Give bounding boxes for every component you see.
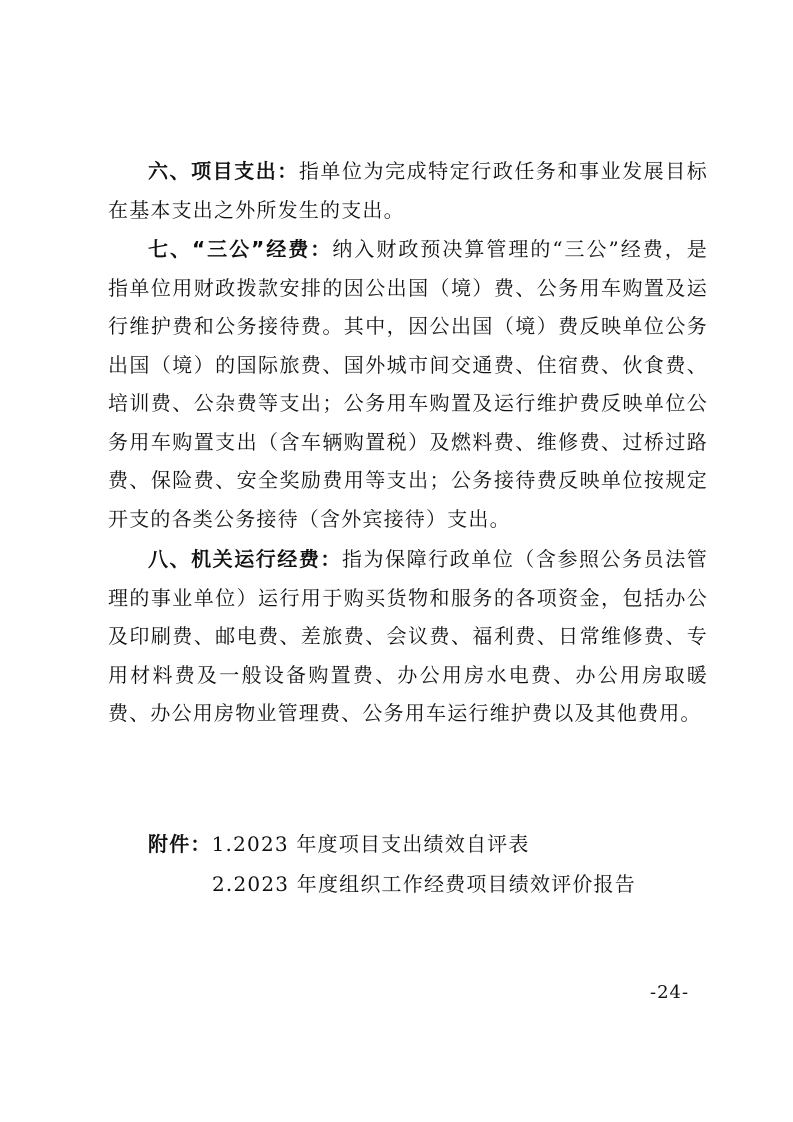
definition-operating-funds: 指为保障行政单位（含参照公务员法管理的事业单位）运行用于购买货物和服务的各项资金，包括办公及印刷费、邮电费、差旅费、会议费、福利费、日常维修费、专用材料费及一般设备购置费、办公用房水电费、办公用房取暖费、办公用房物业管理费、公务用车运行维护费以及其他费用。 — [108, 547, 708, 725]
definition-project-expenditure: 指单位为完成特定行政任务和事业发展目标在基本支出之外所发生的支出。 — [108, 159, 708, 222]
definition-three-public-funds: 纳入财政预决算管理的“三公”经费，是指单位用财政拨款安排的因公出国（境）费、公务用车购置及运行维护费和公务接待费。其中，因公出国（境）费反映单位公务出国（境）的国际旅费、国外城市间交通费、住宿费、伙食费、培训费、公杂费等支出；公务用车购置及运行维护费反映单位公务用车购置支出（含车辆购置税）及燃料费、维修费、过桥过路费、保险费、安全奖励费用等支出；公务接待费反映单位按规定开支的各类公务接待（含外宾接待）支出。 — [108, 237, 708, 531]
attachment-label: 附件： — [148, 832, 212, 856]
term-three-public-funds: 七、“三公”经费： — [148, 237, 333, 261]
attachment-item-2: 2.2023 年度组织工作经费项目绩效评价报告 — [212, 872, 636, 896]
paragraph-three-public-funds — [108, 230, 708, 538]
paragraph-project-expenditure — [108, 152, 708, 229]
attachment-line-1 — [148, 826, 530, 862]
page-number: -24- — [650, 982, 690, 1003]
term-operating-funds: 八、机关运行经费： — [148, 547, 342, 571]
paragraph-operating-funds — [108, 540, 708, 733]
term-project-expenditure: 六、项目支出： — [148, 159, 299, 183]
attachment-item-1: 1.2023 年度项目支出绩效自评表 — [211, 832, 530, 856]
attachment-line-2 — [212, 866, 636, 902]
